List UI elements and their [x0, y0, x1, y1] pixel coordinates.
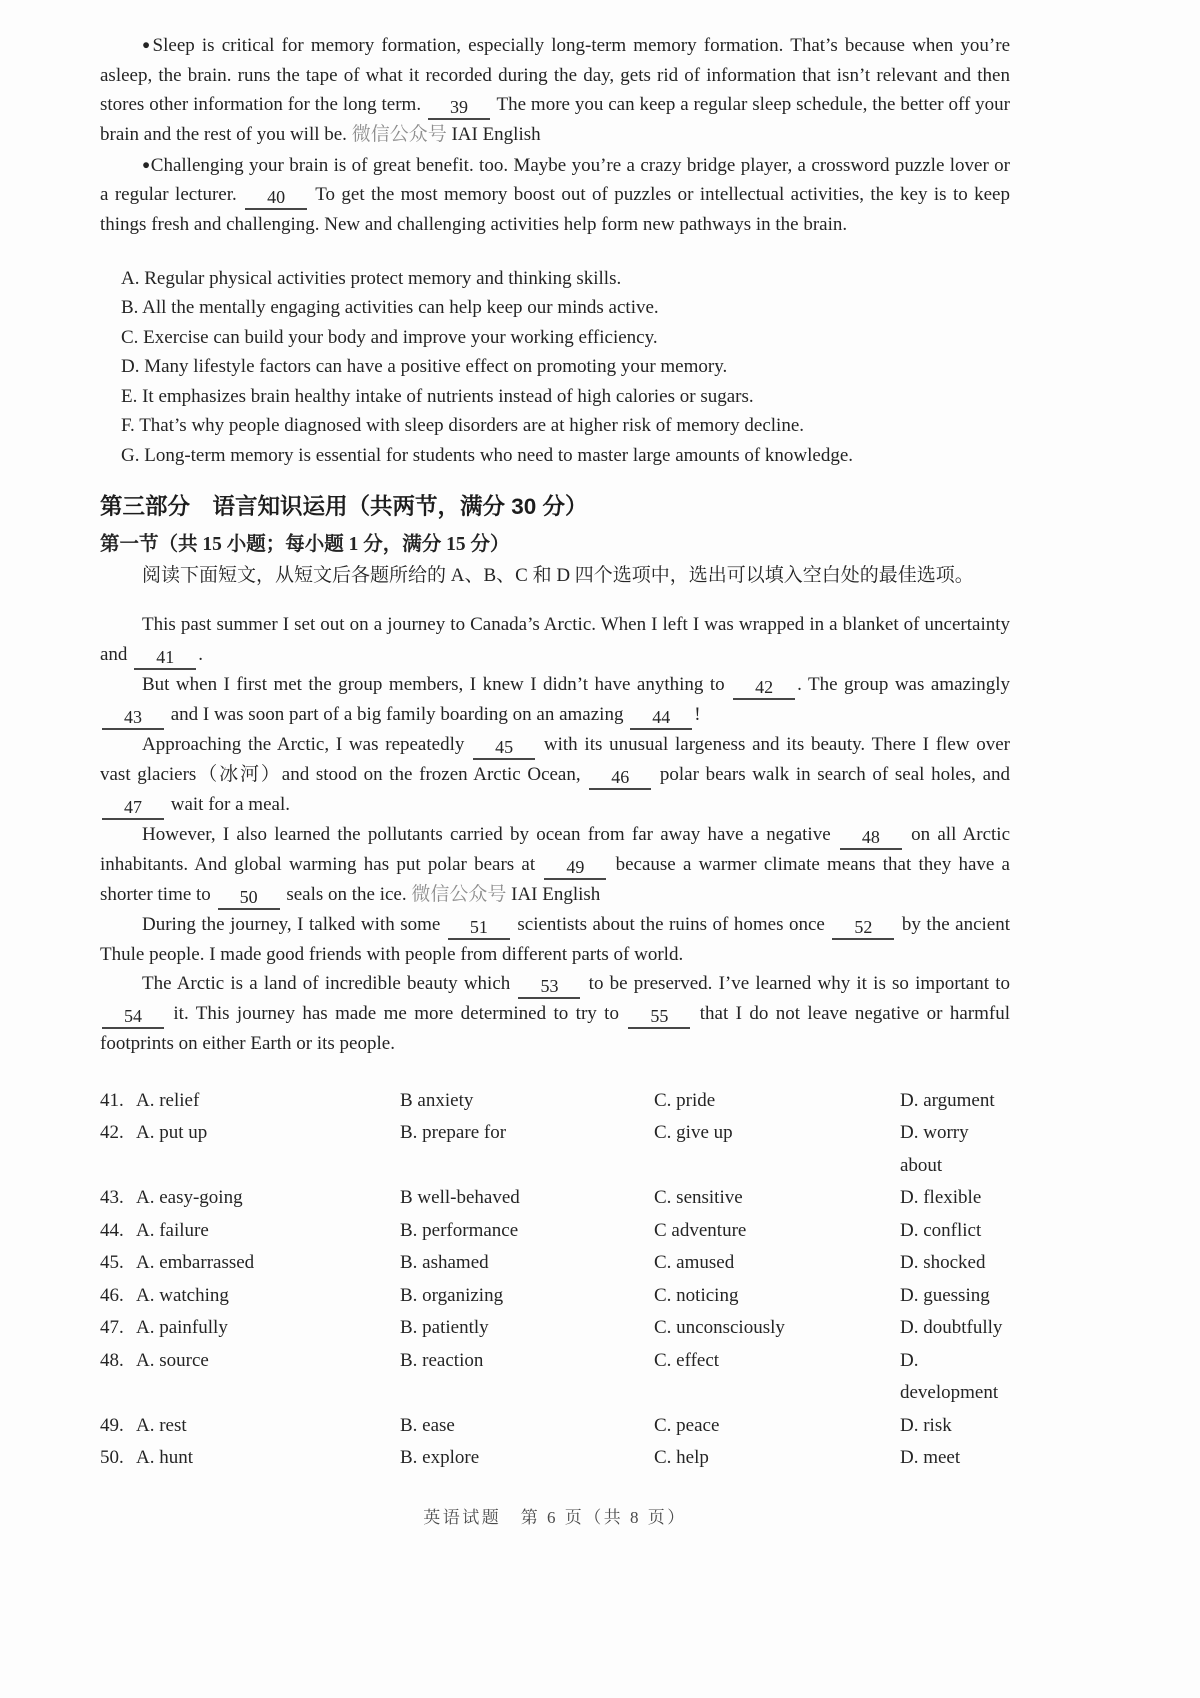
question-number: 41.: [100, 1089, 124, 1111]
blank-55: 55: [628, 1006, 690, 1029]
mc-row-46: [100, 1280, 1010, 1313]
cloze-options-table: [100, 1085, 1010, 1475]
mc-option-c: C. peace: [654, 1414, 720, 1436]
cloze-paragraph-4: However, I also learned the pollutants carried by ocean from far away have a negative 48 on all Arctic inhabitants. And global warming has put polar bears at 49 because a warmer climate means that they have a shorter time to 50 seals on the ice. 微信公众号 IAI English: [100, 820, 1010, 910]
mc-option-b: B. performance: [400, 1219, 519, 1241]
blank-43: 43: [102, 707, 164, 730]
mc-row-48: [100, 1345, 1010, 1410]
cloze-passage: [100, 610, 1010, 1059]
choice-option-d: D. Many lifestyle factors can have a positive effect on promoting your memory.: [121, 356, 728, 378]
question-number: 46.: [100, 1284, 124, 1306]
cloze-paragraph-3: Approaching the Arctic, I was repeatedly 45 with its unusual largeness and its beauty. There I flew over vast glaciers（冰河）and stood on the frozen Arctic Ocean, 46 polar bears walk in search of seal holes, and 47 wait for a meal.: [100, 730, 1010, 820]
blank-42: 42: [733, 677, 795, 700]
mc-option-d: D. guessing: [900, 1284, 990, 1306]
mc-option-a: 45. A. embarrassed: [100, 1247, 400, 1280]
question-number: 43.: [100, 1187, 124, 1209]
blank-45: 45: [473, 737, 535, 760]
blank-49: 49: [544, 857, 606, 880]
mc-option-c: C. unconsciously: [654, 1317, 785, 1339]
blank-41: 41: [134, 647, 196, 670]
gap-fill-choices: [100, 264, 1010, 471]
choice-option-g: G. Long-term memory is essential for students who need to master large amounts of knowledge.: [121, 445, 854, 467]
mc-option-c: C. sensitive: [654, 1187, 743, 1209]
mc-option-d: D. conflict: [900, 1219, 982, 1241]
question-number: 49.: [100, 1414, 124, 1436]
mc-option-c: C. amused: [654, 1252, 735, 1274]
mc-option-b: B. ashamed: [400, 1252, 489, 1274]
mc-option-b: B. reaction: [400, 1349, 484, 1371]
gap-fill-paragraph-2: ●Challenging your brain is of great benefit. too. Maybe you’re a crazy bridge player, a crossword puzzle lover or a regular lecturer. 40 To get the most memory boost out of puzzles or intellectual activities, the key is to keep things fresh and challenging. New and challenging activities help form new pathways in the brain.: [100, 154, 1010, 235]
mc-option-a: 43. A. easy-going: [100, 1182, 400, 1215]
mc-option-c: C. pride: [654, 1089, 716, 1111]
mc-option-b: B. organizing: [400, 1284, 504, 1306]
mc-option-c: C adventure: [654, 1219, 747, 1241]
bullet-icon: ●: [142, 156, 151, 172]
choice-option-e: E. It emphasizes brain healthy intake of nutrients instead of high calories or sugars.: [121, 385, 754, 407]
mc-option-d: D. meet: [900, 1447, 961, 1469]
watermark-text: 微信公众号: [351, 124, 447, 145]
blank-39: 39: [428, 97, 490, 120]
page-footer: 英语试题 第 6 页（共 8 页）: [423, 1507, 687, 1527]
mc-option-a: 46. A. watching: [100, 1280, 400, 1313]
question-number: 48.: [100, 1349, 124, 1371]
mc-option-d: D. flexible: [900, 1187, 982, 1209]
mc-option-d: D. development: [900, 1349, 999, 1404]
choice-option-b: B. All the mentally engaging activities can help keep our minds active.: [121, 297, 659, 319]
choice-option-a: A. Regular physical activities protect memory and thinking skills.: [121, 267, 622, 289]
blank-47: 47: [102, 797, 164, 820]
mc-option-a: 41. A. relief: [100, 1085, 400, 1118]
blank-50: 50: [218, 887, 280, 910]
blank-52: 52: [832, 917, 894, 940]
mc-option-d: D. worry about: [900, 1122, 969, 1176]
mc-option-c: C. noticing: [654, 1284, 739, 1306]
question-number: 45.: [100, 1252, 124, 1274]
question-number: 50.: [100, 1447, 124, 1469]
bullet-icon: ●: [142, 37, 153, 52]
mc-option-b: B well-behaved: [400, 1187, 520, 1209]
mc-option-c: C. effect: [654, 1349, 720, 1371]
mc-option-c: C. help: [654, 1447, 709, 1469]
mc-row-45: [100, 1247, 1010, 1280]
mc-option-a: 44. A. failure: [100, 1215, 400, 1248]
mc-option-b: B. explore: [400, 1447, 480, 1469]
mc-row-43: [100, 1182, 1010, 1215]
part3-section-header: 第三部分 语言知识运用（共两节，满分 30 分）: [100, 493, 588, 519]
mc-option-d: D. risk: [900, 1414, 952, 1436]
mc-row-41: [100, 1085, 1010, 1118]
question-number: 44.: [100, 1219, 124, 1241]
cloze-paragraph-2: But when I first met the group members, I knew I didn’t have anything to 42 . The group was amazingly 43 and I was soon part of a big family boarding on an amazing 44 !: [100, 670, 1010, 730]
mc-option-b: B. ease: [400, 1414, 455, 1436]
gap-fill-passage: [100, 30, 1010, 240]
choice-option-c: C. Exercise can build your body and improve your working efficiency.: [121, 326, 658, 348]
mc-option-d: D. doubtfully: [900, 1317, 1003, 1339]
mc-row-50: [100, 1442, 1010, 1475]
mc-option-a: 42. A. put up: [100, 1117, 400, 1182]
cloze-paragraph-6: The Arctic is a land of incredible beauty which 53 to be preserved. I’ve learned why it is so important to 54 it. This journey has made me more determined to try to 55 that I do not leave negative or harmful footprints on either Earth or its people.: [100, 973, 1010, 1055]
blank-40: 40: [245, 187, 307, 210]
mc-option-a: 50. A. hunt: [100, 1442, 400, 1475]
mc-option-a: 47. A. painfully: [100, 1312, 400, 1345]
mc-row-42: [100, 1117, 1010, 1182]
blank-46: 46: [589, 767, 651, 790]
question-number: 47.: [100, 1317, 124, 1339]
mc-option-b: B. prepare for: [400, 1122, 507, 1144]
watermark-text: 微信公众号: [411, 883, 507, 905]
mc-option-d: D. shocked: [900, 1252, 986, 1274]
mc-row-49: [100, 1410, 1010, 1443]
cloze-paragraph-5: During the journey, I talked with some 51 scientists about the ruins of homes once 52 by the ancient Thule people. I made good friends with people from different parts of world.: [100, 913, 1011, 965]
cloze-paragraph-1: This past summer I set out on a journey to Canada’s Arctic. When I left I was wrapped in a blanket of uncertainty and 41 .: [100, 610, 1010, 670]
mc-option-b: B. patiently: [400, 1317, 489, 1339]
gap-fill-paragraph-1: ●Sleep is critical for memory formation, especially long-term memory formation. That’s because when you’re asleep, the brain. runs the tape of what it recorded during the day, gets rid of information that isn’t relevant and then stores other information for the long term. 39 The more you can keep a regular sleep schedule, the better off your brain and the rest of you will be. 微信公众号 IAI English: [100, 35, 1010, 145]
blank-48: 48: [840, 827, 902, 850]
mc-option-d: D. argument: [900, 1089, 995, 1111]
mc-option-a: 49. A. rest: [100, 1410, 400, 1443]
blank-44: 44: [630, 707, 692, 730]
choice-option-f: F. That’s why people diagnosed with sleep disorders are at higher risk of memory decline.: [121, 415, 805, 437]
blank-51: 51: [448, 917, 510, 940]
mc-row-44: [100, 1215, 1010, 1248]
question-number: 42.: [100, 1122, 124, 1144]
mc-row-47: [100, 1312, 1010, 1345]
blank-54: 54: [102, 1006, 164, 1029]
section1-subheader: 第一节（共 15 小题；每小题 1 分，满分 15 分）: [100, 533, 510, 555]
mc-option-a: 48. A. source: [100, 1345, 400, 1410]
blank-53: 53: [518, 976, 580, 999]
mc-option-b: B anxiety: [400, 1089, 474, 1111]
mc-option-c: C. give up: [654, 1122, 733, 1144]
cloze-instruction: 阅读下面短文，从短文后各题所给的 A、B、C 和 D 四个选项中，选出可以填入空白处的最佳选项。: [142, 564, 974, 586]
